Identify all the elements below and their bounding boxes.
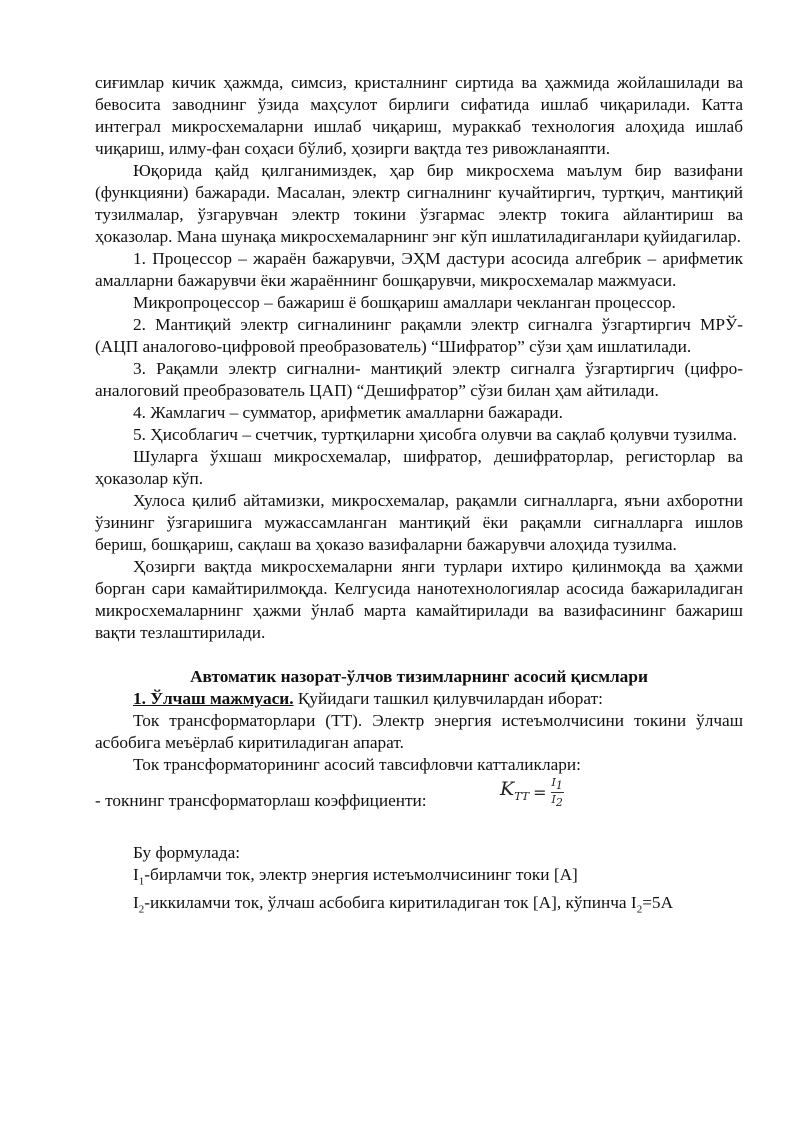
paragraph-future: Ҳозирги вақтда микросхемаларни янги турлари ихтиро қилинмоқда ва ҳажми борган сари камайтирилмоқда. Келгусида нанотехнологиялар асосида бажариладиган микросхемаларнинг ҳажми ўнлаб марта камайтирилади ва вазифасининг бажариш вақти тезлаштирилади. bbox=[95, 557, 743, 642]
formula-k: $K_{TT}$ bbox=[500, 777, 530, 803]
list-item-dac: 3. Рақамли электр сигнални- мантиқий электр сигналга ўзгартиргич (цифро-аналоговий преобразователь ЦАП) “Дешифратор” сўзи билан ҳам айтилади. bbox=[95, 359, 743, 400]
coefficient-line bbox=[95, 776, 743, 820]
paragraph-conclusion: Хулоса қилиб айтамизки, микросхемалар, рақамли сигналларга, яъни ахборотни ўзининг ўзгаришига мужассамланган мантиқий ёки рақамли сигналларга ишлов бериш, бошқариш, сақлаш ва ҳоказо вазифаларни бажарувчи алоҳида тузилма. bbox=[95, 491, 743, 554]
list-item-adc: 2. Мантиқий электр сигналининг рақамли электр сигналга ўзгартиргич МРЎ-(АЦП аналогово-цифровой преобразователь) “Шифратор” сўзи ҳам ишлатилади. bbox=[95, 315, 743, 356]
paragraph-similar: Шуларга ўхшаш микросхемалар, шифратор, дешифраторлар, регисторлар ва ҳоказолар кўп. bbox=[95, 447, 743, 488]
list-item-adder: 4. Жамлагич – сумматор, арифметик амалларни бажаради. bbox=[133, 403, 563, 422]
formula-denominator: $I_2$ bbox=[551, 793, 563, 810]
i1-definition: $I_1$-бирламчи ток, электр энергия истеъмолчисининг токи [A] bbox=[133, 865, 578, 888]
list-item-counter: 5. Ҳисоблагич – счетчик, туртқиларни ҳисобга олувчи ва сақлаб қолувчи тузилма. bbox=[133, 425, 737, 444]
section1-paragraph bbox=[95, 688, 743, 710]
paragraph-microprocessor: Микропроцессор – бажариш ё бошқариш амаллари чекланган процессор. bbox=[133, 293, 676, 312]
transformation-coefficient-formula bbox=[500, 776, 564, 809]
paragraph-tt-characteristics: Ток трансформаторининг асосий тавсифловчи катталиклари: bbox=[133, 755, 581, 774]
section-heading: Автоматик назорат-ўлчов тизимларнинг асосий қисмлари bbox=[190, 667, 648, 686]
section1-title: 1. Ўлчаш мажмуаси. bbox=[133, 689, 294, 708]
document-page bbox=[95, 72, 743, 921]
formula-fraction bbox=[551, 776, 564, 809]
formula-equals: = bbox=[533, 782, 547, 802]
formula-note: Бу формулада: bbox=[133, 843, 241, 862]
i2-definition: $I_2$-иккиламчи ток, ўлчаш асбобига киритиладиган ток [A], кўпинча $I_2=5A$ bbox=[133, 893, 674, 916]
paragraph-intro: сиғимлар кичик ҳажмда, симсиз, кристалнинг сиртида ва ҳажмида жойлашилади ва бевосита заводнинг ўзида маҳсулот бирлиги сифатида ишлаб чиқарилади. Катта интеграл микросхемаларни ишлаб чиқариш, мураккаб технология алоҳида ишлаб чиқариш, илму-фан соҳаси бўлиб, ҳозирги вақтда тез ривожланаяпти. bbox=[95, 73, 743, 158]
blank-line bbox=[95, 820, 743, 842]
list-item-processor: 1. Процессор – жараён бажарувчи, ЭҲМ дастури асосида алгебрик – арифметик амалларни бажарувчи ёки жараённинг бошқарувчи, микросхемалар мажмуаси. bbox=[95, 249, 743, 290]
coefficient-label: - токнинг трансформаторлаш коэффициенти: bbox=[95, 791, 427, 810]
paragraph-functions: Юқорида қайд қилганимиздек, ҳар бир микросхема маълум бир вазифани (функцияни) бажаради. Масалан, электр сигналнинг кучайтиргич, туртқич, мантиқий тузилмалар, ўзгарувчан электр токини ўзгармас электр токига айлантириш ва ҳоказолар. Мана шунақа микросхемаларнинг энг кўп ишлатиладиганлари қуйидагилар. bbox=[95, 161, 743, 246]
paragraph-tt-definition: Ток трансформаторлари (ТТ). Электр энергия истеъмолчисини токини ўлчаш асбобига меъёрлаб киритиладиган апарат. bbox=[95, 711, 743, 752]
formula-numerator: $I_1$ bbox=[551, 776, 563, 793]
section1-intro: Қуйидаги ташкил қилувчилардан иборат: bbox=[293, 689, 603, 708]
